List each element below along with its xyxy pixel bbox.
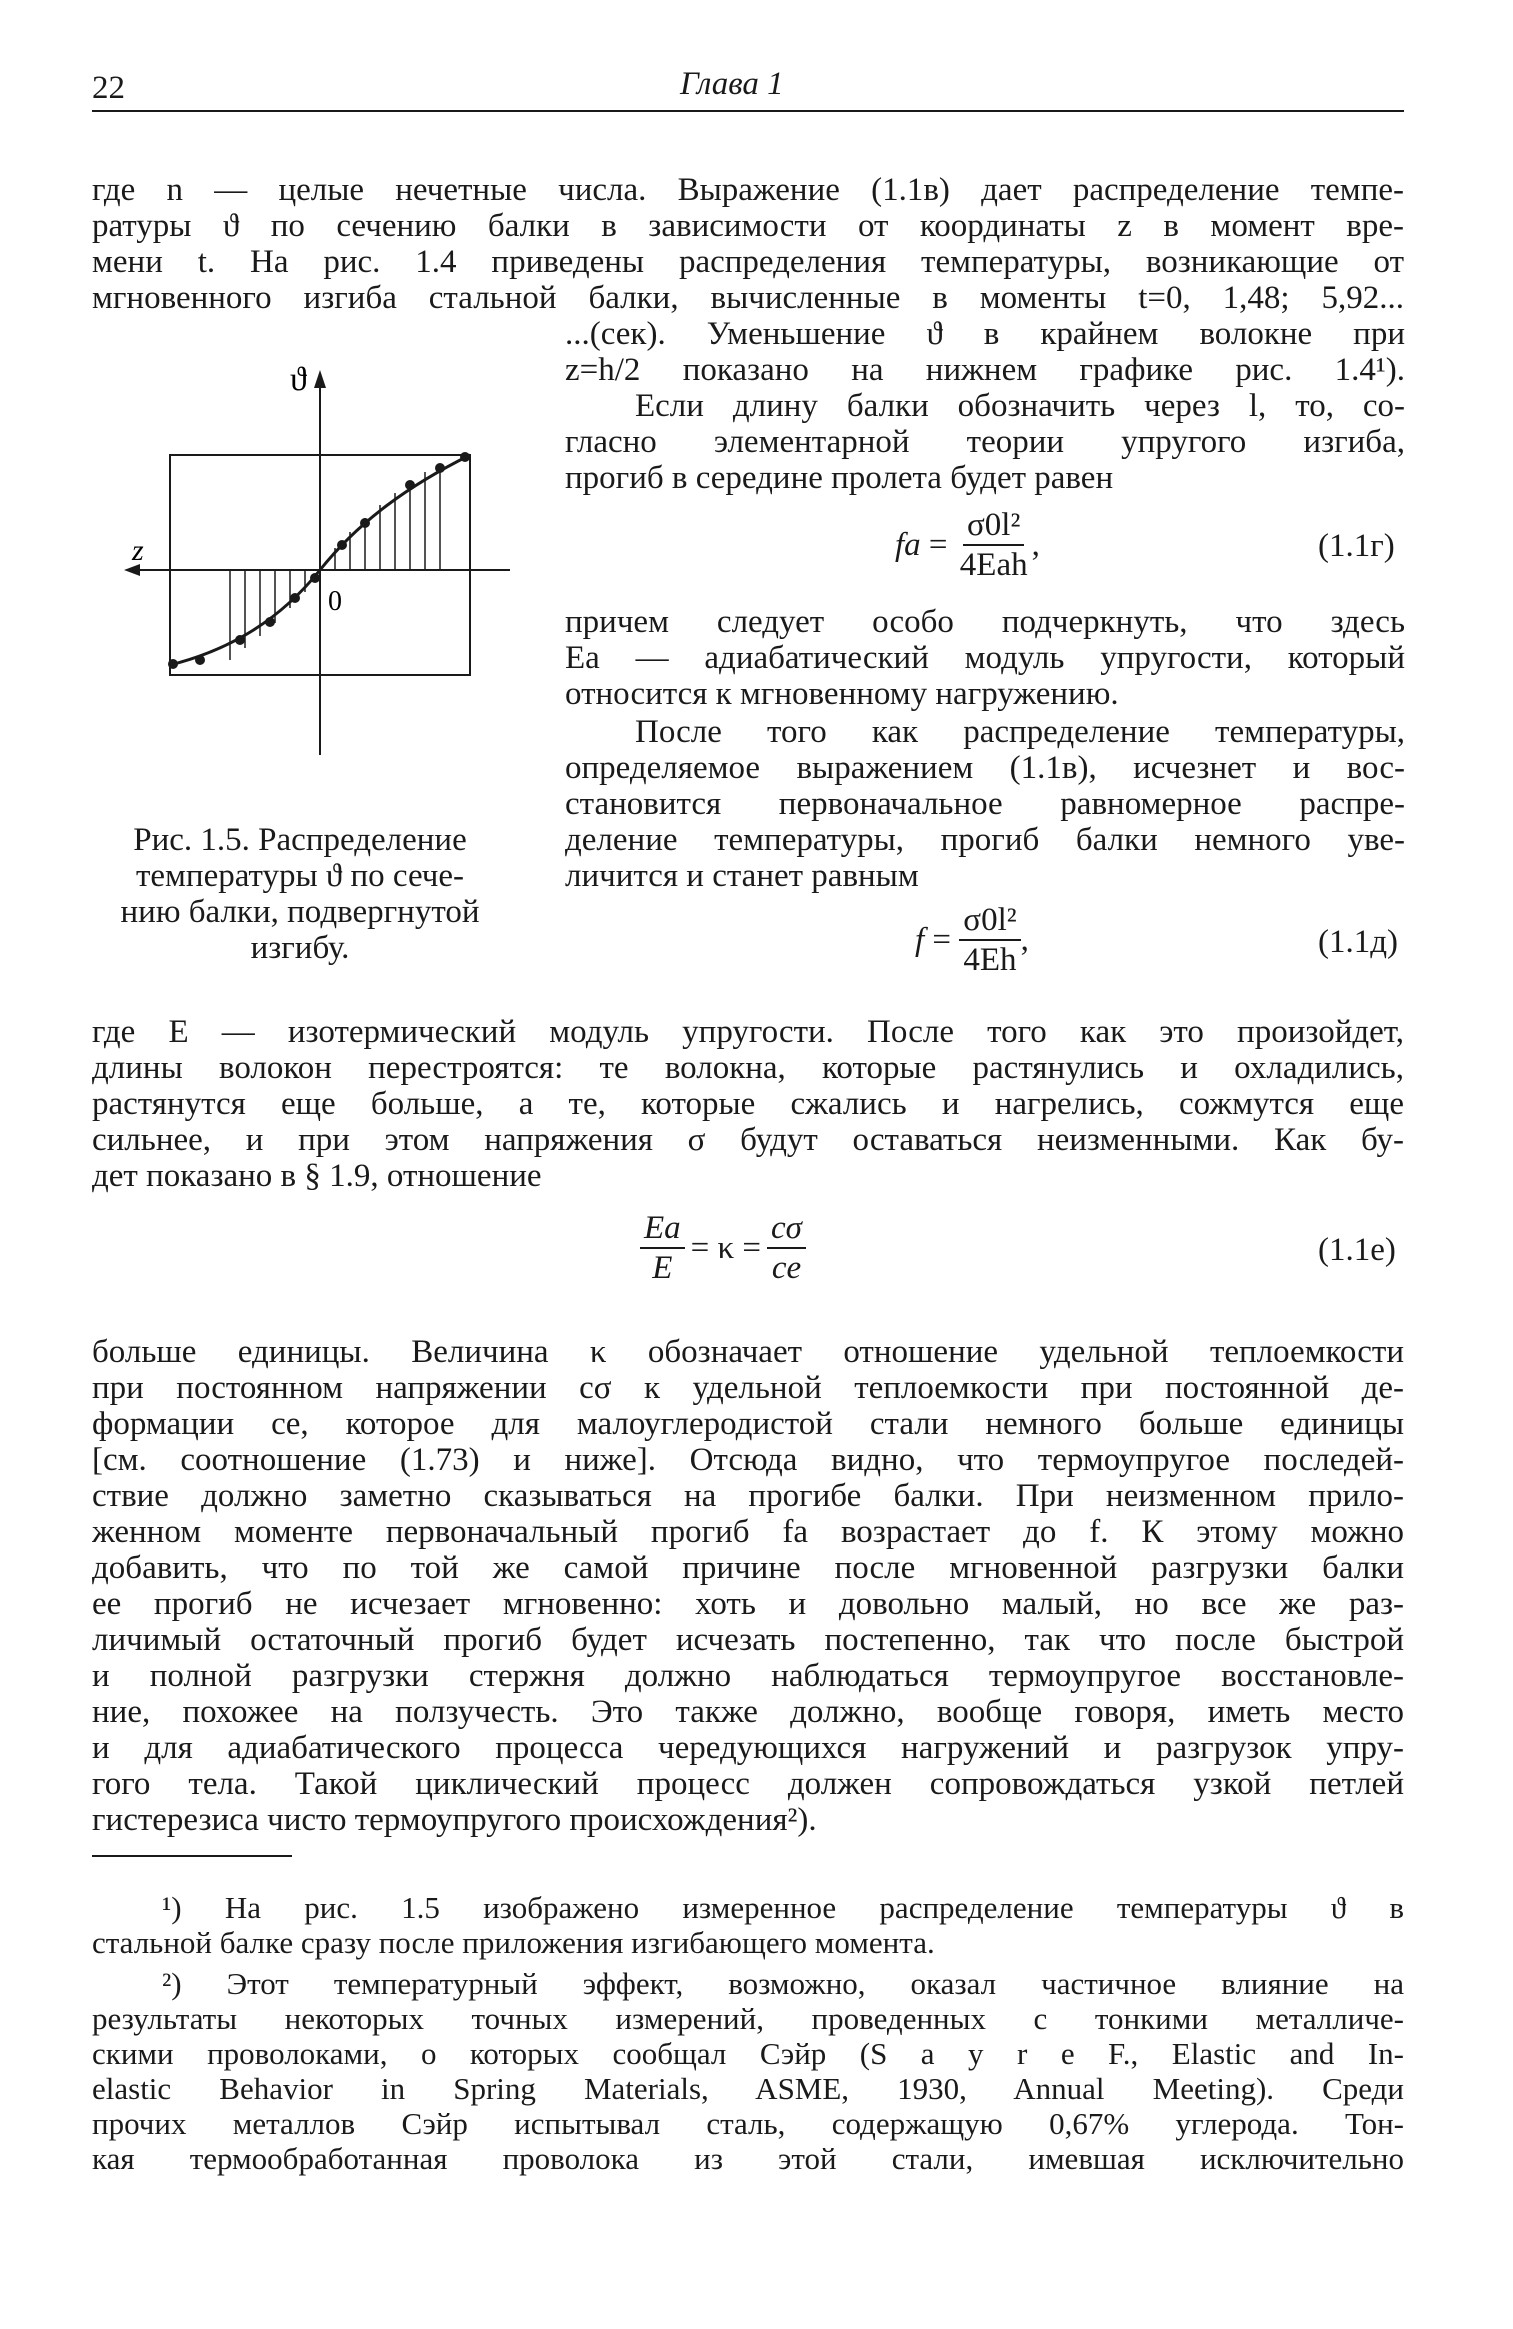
- right-column-text-2: [565, 604, 1405, 712]
- text-line: мени t. На рис. 1.4 приведены распределения температуры, возникающие от: [92, 244, 1404, 280]
- caption-line: температуры ϑ по сече-: [135, 858, 465, 894]
- text-line: женном моменте первоначальный прогиб fa возрастает до f. К этому можно: [92, 1514, 1404, 1550]
- text-line: гистерезиса чисто термоупругого происхождения²).: [92, 1802, 817, 1838]
- equation-1e: [640, 1208, 806, 1288]
- right-column-text: [565, 316, 1405, 496]
- text-line: относится к мгновенному нагружению.: [565, 676, 1119, 712]
- text-line: скими проволоками, о которых сообщал Сэйр (S a y r e F., Elastic and In-: [92, 2036, 1404, 2071]
- text-line: гласно элементарной теории упругого изгиба,: [565, 424, 1405, 460]
- equation-label-1g: (1.1г): [1318, 528, 1395, 564]
- eq-fraction-left: [640, 1209, 685, 1287]
- text-line: ²) Этот температурный эффект, возможно, оказал частичное влияние на: [162, 1966, 1404, 2001]
- temperature-distribution-figure: [110, 360, 520, 760]
- text-line: результаты некоторых точных измерений, проведенных с тонкими металличе-: [92, 2001, 1404, 2036]
- page-number: 22: [92, 70, 125, 106]
- eq-denominator: E: [652, 1250, 673, 1286]
- text-line: и для адиабатического процесса чередующихся нагружений и разгрузок упру-: [92, 1730, 1404, 1766]
- caption-line: нию балки, подвергнутой: [120, 894, 480, 930]
- theta-axis-arrow: [314, 370, 326, 388]
- eq-fraction: [956, 506, 1032, 584]
- equation-1g: fa = $\frac{\text{σ0l²}}{\text{4Eah}}$ ,: [895, 507, 1040, 583]
- text-line: После того как распределение температуры,: [635, 714, 1405, 750]
- text-line: прочих металлов Сэйр испытывал сталь, содержащую 0,67% углерода. Тон-: [92, 2106, 1404, 2141]
- text-line: больше единицы. Величина κ обозначает отношение удельной теплоемкости: [92, 1334, 1404, 1370]
- text-line: Ea — адиабатический модуль упругости, который: [565, 640, 1405, 676]
- eq-comma: ,: [1020, 921, 1029, 958]
- eq-numerator: cσ: [767, 1209, 806, 1249]
- text-line: ствие должно заметно сказываться на прогибе балки. При неизменном прило-: [92, 1478, 1404, 1514]
- caption-line: Рис. 1.5. Распределение: [133, 822, 467, 858]
- chapter-title: Глава 1: [680, 66, 784, 102]
- text-line: elastic Behavior in Spring Materials, ASME, 1930, Annual Meeting). Среди: [92, 2071, 1404, 2106]
- text-line: причем следует особо подчеркнуть, что здесь: [565, 604, 1405, 640]
- eq-denominator: ce: [771, 1250, 802, 1286]
- text-line: ¹) На рис. 1.5 изображено измеренное распределение температуры ϑ в: [162, 1890, 1404, 1925]
- text-line: при постоянном напряжении cσ к удельной теплоемкости при постоянной де-: [92, 1370, 1404, 1406]
- eq-denominator: 4Eh: [963, 942, 1017, 978]
- text-line: [см. соотношение (1.73) и ниже]. Отсюда видно, что термоупругое последей-: [92, 1442, 1404, 1478]
- text-line: ратуры ϑ по сечению балки в зависимости от координаты z в момент вре-: [92, 208, 1404, 244]
- text-line: где E — изотермический модуль упругости. После того как это произойдет,: [92, 1014, 1404, 1050]
- text-line: z=h/2 показано на нижнем графике рис. 1.4¹).: [565, 352, 1405, 388]
- eq-numerator: Ea: [640, 1209, 685, 1249]
- text-line: деление температуры, прогиб балки немного уве-: [565, 822, 1405, 858]
- paragraph-heat-capacity: [92, 1334, 1404, 1838]
- text-line: формации ce, которое для малоуглеродистой стали немного больше единицы: [92, 1406, 1404, 1442]
- eq-comma: ,: [1031, 526, 1040, 563]
- temperature-hatching: [230, 464, 440, 660]
- origin-label: 0: [328, 586, 342, 617]
- text-line: где n — целые нечетные числа. Выражение (1.1в) дает распределение темпе-: [92, 172, 1404, 208]
- caption-line: изгибу.: [250, 930, 350, 966]
- equation-label-1e: (1.1е): [1318, 1232, 1396, 1268]
- eq-denominator: 4Eah: [959, 547, 1028, 583]
- eq-fraction: [959, 901, 1020, 979]
- text-line: личится и станет равным: [565, 858, 919, 894]
- footnote-rule: [92, 1855, 292, 1857]
- eq-numerator: σ0l²: [959, 901, 1020, 941]
- eq-lhs: fa: [895, 526, 921, 563]
- figure-caption: [80, 822, 520, 966]
- eq-kappa: = κ =: [690, 1229, 762, 1266]
- text-line: длины волокон перестроятся: те волокна, которые растянулись и охладились,: [92, 1050, 1404, 1086]
- text-line: становится первоначальное равномерное распре-: [565, 786, 1405, 822]
- text-line: ние, похожее на ползучесть. Это также должно, вообще говоря, иметь место: [92, 1694, 1404, 1730]
- text-line: мгновенного изгиба стальной балки, вычисленные в моменты t=0, 1,48; 5,92...: [92, 280, 1404, 316]
- text-line: растянутся еще больше, а те, которые сжались и нагрелись, сожмутся еще: [92, 1086, 1404, 1122]
- paragraph-intro: [92, 172, 1404, 316]
- paragraph-isothermal: [92, 1014, 1404, 1194]
- text-line: добавить, что по той же самой причине после мгновенной разгрузки балки: [92, 1550, 1404, 1586]
- text-line: личимый остаточный прогиб будет исчезать постепенно, так что после быстрой: [92, 1622, 1404, 1658]
- text-line: дет показано в § 1.9, отношение: [92, 1158, 542, 1194]
- text-line: ее прогиб не исчезает мгновенно: хоть и довольно малый, но все же раз-: [92, 1586, 1404, 1622]
- text-line: гого тела. Такой циклический процесс должен сопровождаться узкой петлей: [92, 1766, 1404, 1802]
- text-line: кая термообработанная проволока из этой стали, имевшая исключительно: [92, 2141, 1404, 2176]
- footnote-2: [92, 1966, 1404, 2176]
- text-line: и полной разгрузки стержня должно наблюдаться термоупругое восстановле-: [92, 1658, 1404, 1694]
- theta-axis-label: ϑ: [290, 361, 307, 398]
- text-line: стальной балке сразу после приложения изгибающего момента.: [92, 1925, 935, 1960]
- equation-1d: f = $\frac{\text{σ0l²}}{4Eh}$ ,: [915, 902, 1029, 978]
- header-rule: [92, 110, 1404, 112]
- text-line: ...(сек). Уменьшение ϑ в крайнем волокне при: [565, 316, 1405, 352]
- text-line: определяемое выражением (1.1в), исчезнет и вос-: [565, 750, 1405, 786]
- text-line: сильнее, и при этом напряжения σ будут оставаться неизменными. Как бу-: [92, 1122, 1404, 1158]
- z-axis-label: z: [132, 534, 144, 567]
- equation-label-1d: (1.1д): [1318, 924, 1399, 960]
- text-line: прогиб в середине пролета будет равен: [565, 460, 1114, 496]
- eq-fraction-right: [767, 1209, 806, 1287]
- footnote-1: [92, 1890, 1404, 1960]
- eq-numerator: σ0l²: [963, 506, 1024, 546]
- text-line: Если длину балки обозначить через l, то, со-: [635, 388, 1405, 424]
- eq-lhs: f: [915, 921, 925, 958]
- right-column-text-3: [565, 714, 1405, 894]
